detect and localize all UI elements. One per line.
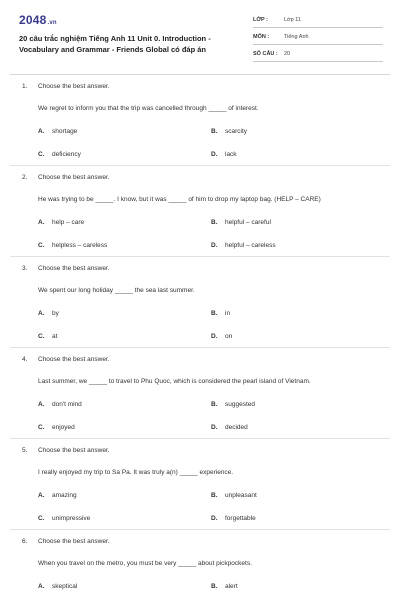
option-text: at [52, 333, 58, 340]
document-title: 20 câu trắc nghiệm Tiếng Anh 11 Unit 0. Introduction - Vocabulary and Grammar - Friends Global có đáp án [19, 34, 211, 54]
question-number: 1. [22, 83, 28, 90]
option-text: shortage [52, 128, 78, 135]
question-stem: Last summer, we _____ to travel to Phu Quoc, which is considered the pearl island of Vietnam. [38, 378, 311, 385]
option-a[interactable] [38, 128, 77, 135]
option-letter: A. [38, 310, 45, 317]
meta-value: Lớp 11 [284, 17, 301, 23]
option-text: unimpressive [52, 515, 91, 522]
logo-suffix: .vn [47, 20, 57, 26]
question-prompt: Choose the best answer. [38, 447, 110, 454]
option-a[interactable] [38, 219, 84, 226]
question-number: 2. [22, 174, 28, 181]
meta-row-count [253, 48, 383, 62]
option-letter: C. [38, 515, 45, 522]
option-a[interactable] [38, 310, 59, 317]
option-letter: A. [38, 219, 45, 226]
option-letter: C. [38, 151, 45, 158]
option-a[interactable] [38, 492, 77, 499]
meta-label: SỐ CÂU : [253, 51, 278, 57]
option-text: skeptical [52, 583, 78, 590]
option-text: amazing [52, 492, 77, 499]
question-stem: I really enjoyed my trip to Sa Pa. It was truly a(n) _____ experience. [38, 469, 234, 476]
option-c[interactable] [38, 333, 57, 340]
question-number: 3. [22, 265, 28, 272]
option-text: help – care [52, 219, 85, 226]
question-number: 6. [22, 538, 28, 545]
option-letter: D. [211, 424, 218, 431]
meta-value: Tiếng Anh [284, 34, 309, 40]
meta-label: LỚP : [253, 17, 268, 23]
option-letter: C. [38, 424, 45, 431]
question-divider [10, 438, 390, 439]
option-letter: D. [211, 333, 218, 340]
option-d[interactable] [211, 151, 237, 158]
option-a[interactable] [38, 583, 77, 590]
option-letter: A. [38, 128, 45, 135]
question-stem: We regret to inform you that the trip was cancelled through _____ of interest. [38, 105, 259, 112]
question-divider [10, 347, 390, 348]
logo-text: 2048 [19, 13, 47, 27]
option-b[interactable] [211, 583, 238, 590]
option-c[interactable] [38, 515, 90, 522]
option-letter: D. [211, 242, 218, 249]
option-b[interactable] [211, 492, 257, 499]
option-letter: B. [211, 492, 218, 499]
option-text: lack [225, 151, 237, 158]
option-c[interactable] [38, 242, 107, 249]
option-text: scarcity [225, 128, 248, 135]
meta-row-subject [253, 31, 383, 45]
header-divider [10, 74, 390, 75]
option-d[interactable] [211, 242, 276, 249]
option-letter: D. [211, 515, 218, 522]
option-d[interactable] [211, 424, 248, 431]
option-letter: D. [211, 151, 218, 158]
option-b[interactable] [211, 128, 247, 135]
document-header [0, 0, 400, 74]
option-b[interactable] [211, 310, 230, 317]
question-number: 4. [22, 356, 28, 363]
question-stem: He was trying to be _____. I know, but it was _____ of him to drop my laptop bag. (HELP – CARE) [38, 196, 321, 203]
option-letter: B. [211, 128, 218, 135]
option-c[interactable] [38, 151, 81, 158]
option-text: forgettable [225, 515, 256, 522]
meta-label: MÔN : [253, 34, 270, 40]
option-letter: B. [211, 401, 218, 408]
option-text: helpless – careless [52, 242, 108, 249]
option-letter: B. [211, 310, 218, 317]
option-letter: A. [38, 583, 45, 590]
option-d[interactable] [211, 515, 256, 522]
option-b[interactable] [211, 401, 255, 408]
option-c[interactable] [38, 424, 75, 431]
question-divider [10, 256, 390, 257]
option-text: on [225, 333, 233, 340]
option-text: deficiency [52, 151, 81, 158]
site-logo[interactable] [19, 13, 57, 27]
option-a[interactable] [38, 401, 82, 408]
option-d[interactable] [211, 333, 232, 340]
question-divider [10, 529, 390, 530]
option-text: by [52, 310, 59, 317]
question-prompt: Choose the best answer. [38, 83, 110, 90]
option-text: unpleasant [225, 492, 257, 499]
option-b[interactable] [211, 219, 271, 226]
option-text: suggested [225, 401, 255, 408]
question-prompt: Choose the best answer. [38, 265, 110, 272]
question-prompt: Choose the best answer. [38, 538, 110, 545]
option-text: enjoyed [52, 424, 75, 431]
option-letter: B. [211, 219, 218, 226]
question-prompt: Choose the best answer. [38, 174, 110, 181]
option-text: helpful – careful [225, 219, 271, 226]
option-letter: A. [38, 492, 45, 499]
option-letter: A. [38, 401, 45, 408]
question-number: 5. [22, 447, 28, 454]
question-prompt: Choose the best answer. [38, 356, 110, 363]
option-text: don't mind [52, 401, 82, 408]
meta-panel [253, 14, 383, 65]
option-text: helpful – careless [225, 242, 276, 249]
option-text: decided [225, 424, 248, 431]
meta-row-class [253, 14, 383, 28]
question-stem: When you travel on the metro, you must be very _____ about pickpockets. [38, 560, 252, 567]
option-letter: C. [38, 333, 45, 340]
meta-value: 20 [284, 51, 291, 57]
question-divider [10, 165, 390, 166]
option-text: in [225, 310, 231, 317]
option-letter: B. [211, 583, 218, 590]
option-text: alert [225, 583, 238, 590]
question-stem: We spent our long holiday _____ the sea last summer. [38, 287, 195, 294]
option-letter: C. [38, 242, 45, 249]
